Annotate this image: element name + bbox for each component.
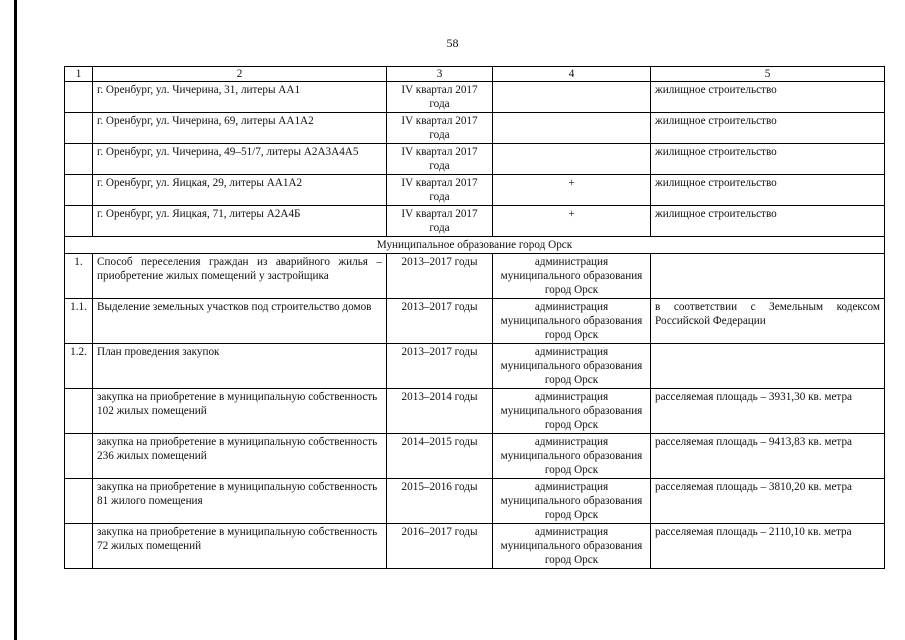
table-row — [65, 434, 885, 479]
page-number: 58 — [446, 36, 459, 50]
row-note: расселяемая площадь – 3810,20 кв. метра — [651, 479, 885, 524]
row-responsible: администрация муниципального образования город Орск — [493, 479, 651, 524]
row-note: жилищное строительство — [651, 82, 885, 113]
left-margin-rule — [14, 0, 17, 640]
row-period: 2015–2016 годы — [387, 479, 493, 524]
row-note: жилищное строительство — [651, 113, 885, 144]
row-description: Способ переселения граждан из аварийного жилья – приобретение жилых помещений у застройщика — [93, 254, 387, 299]
section-title: Муниципальное образование город Орск — [65, 237, 885, 254]
row-responsible: администрация муниципального образования город Орск — [493, 524, 651, 569]
table-row — [65, 344, 885, 389]
row-number — [65, 175, 93, 206]
row-period: IV квартал 2017 года — [387, 113, 493, 144]
table-row — [65, 113, 885, 144]
row-description: г. Оренбург, ул. Чичерина, 69, литеры АА1А2 — [93, 113, 387, 144]
section-heading-row — [65, 237, 885, 254]
row-note: жилищное строительство — [651, 206, 885, 237]
row-number: 1.1. — [65, 299, 93, 344]
table-row — [65, 299, 885, 344]
table-row — [65, 175, 885, 206]
row-number — [65, 479, 93, 524]
row-note: жилищное строительство — [651, 144, 885, 175]
row-period: IV квартал 2017 года — [387, 144, 493, 175]
column-header: 2 — [93, 67, 387, 82]
row-responsible — [493, 82, 651, 113]
row-description: г. Оренбург, ул. Чичерина, 31, литеры АА1 — [93, 82, 387, 113]
row-note — [651, 344, 885, 389]
row-number — [65, 389, 93, 434]
row-description: закупка на приобретение в муниципальную собственность 72 жилых помещений — [93, 524, 387, 569]
table-row — [65, 206, 885, 237]
row-period: 2013–2017 годы — [387, 344, 493, 389]
row-responsible: администрация муниципального образования город Орск — [493, 299, 651, 344]
row-period: IV квартал 2017 года — [387, 206, 493, 237]
row-responsible: администрация муниципального образования город Орск — [493, 389, 651, 434]
row-responsible: + — [493, 175, 651, 206]
row-number: 1. — [65, 254, 93, 299]
column-header: 3 — [387, 67, 493, 82]
row-responsible: администрация муниципального образования город Орск — [493, 344, 651, 389]
row-description: Выделение земельных участков под строительство домов — [93, 299, 387, 344]
row-description: г. Оренбург, ул. Яицкая, 29, литеры АА1А2 — [93, 175, 387, 206]
row-period: 2013–2014 годы — [387, 389, 493, 434]
column-header: 5 — [651, 67, 885, 82]
row-responsible: + — [493, 206, 651, 237]
row-description: г. Оренбург, ул. Чичерина, 49–51/7, литеры А2А3А4А5 — [93, 144, 387, 175]
row-responsible: администрация муниципального образования город Орск — [493, 254, 651, 299]
row-note: расселяемая площадь – 2110,10 кв. метра — [651, 524, 885, 569]
table-header-row — [65, 67, 885, 82]
row-description: г. Оренбург, ул. Яицкая, 71, литеры А2А4Б — [93, 206, 387, 237]
row-responsible — [493, 144, 651, 175]
row-period: 2016–2017 годы — [387, 524, 493, 569]
row-number — [65, 434, 93, 479]
row-description: закупка на приобретение в муниципальную собственность 102 жилых помещений — [93, 389, 387, 434]
row-responsible: администрация муниципального образования город Орск — [493, 434, 651, 479]
row-note — [651, 254, 885, 299]
table-row — [65, 479, 885, 524]
program-table — [64, 66, 885, 569]
row-number: 1.2. — [65, 344, 93, 389]
row-period: 2013–2017 годы — [387, 254, 493, 299]
row-responsible — [493, 113, 651, 144]
row-number — [65, 524, 93, 569]
row-note: жилищное строительство — [651, 175, 885, 206]
row-description: План проведения закупок — [93, 344, 387, 389]
row-note: расселяемая площадь – 3931,30 кв. метра — [651, 389, 885, 434]
column-header: 4 — [493, 67, 651, 82]
row-number — [65, 144, 93, 175]
row-number — [65, 113, 93, 144]
row-description: закупка на приобретение в муниципальную собственность 81 жилого помещения — [93, 479, 387, 524]
row-note: расселяемая площадь – 9413,83 кв. метра — [651, 434, 885, 479]
row-number — [65, 82, 93, 113]
row-period: IV квартал 2017 года — [387, 175, 493, 206]
row-note: в соответствии с Земельным кодексом Российской Федерации — [651, 299, 885, 344]
row-period: 2013–2017 годы — [387, 299, 493, 344]
table-row — [65, 389, 885, 434]
table-row — [65, 82, 885, 113]
row-number — [65, 206, 93, 237]
table-row — [65, 254, 885, 299]
table-row — [65, 144, 885, 175]
table-row — [65, 524, 885, 569]
row-period: IV квартал 2017 года — [387, 82, 493, 113]
row-description: закупка на приобретение в муниципальную собственность 236 жилых помещений — [93, 434, 387, 479]
row-period: 2014–2015 годы — [387, 434, 493, 479]
column-header: 1 — [65, 67, 93, 82]
